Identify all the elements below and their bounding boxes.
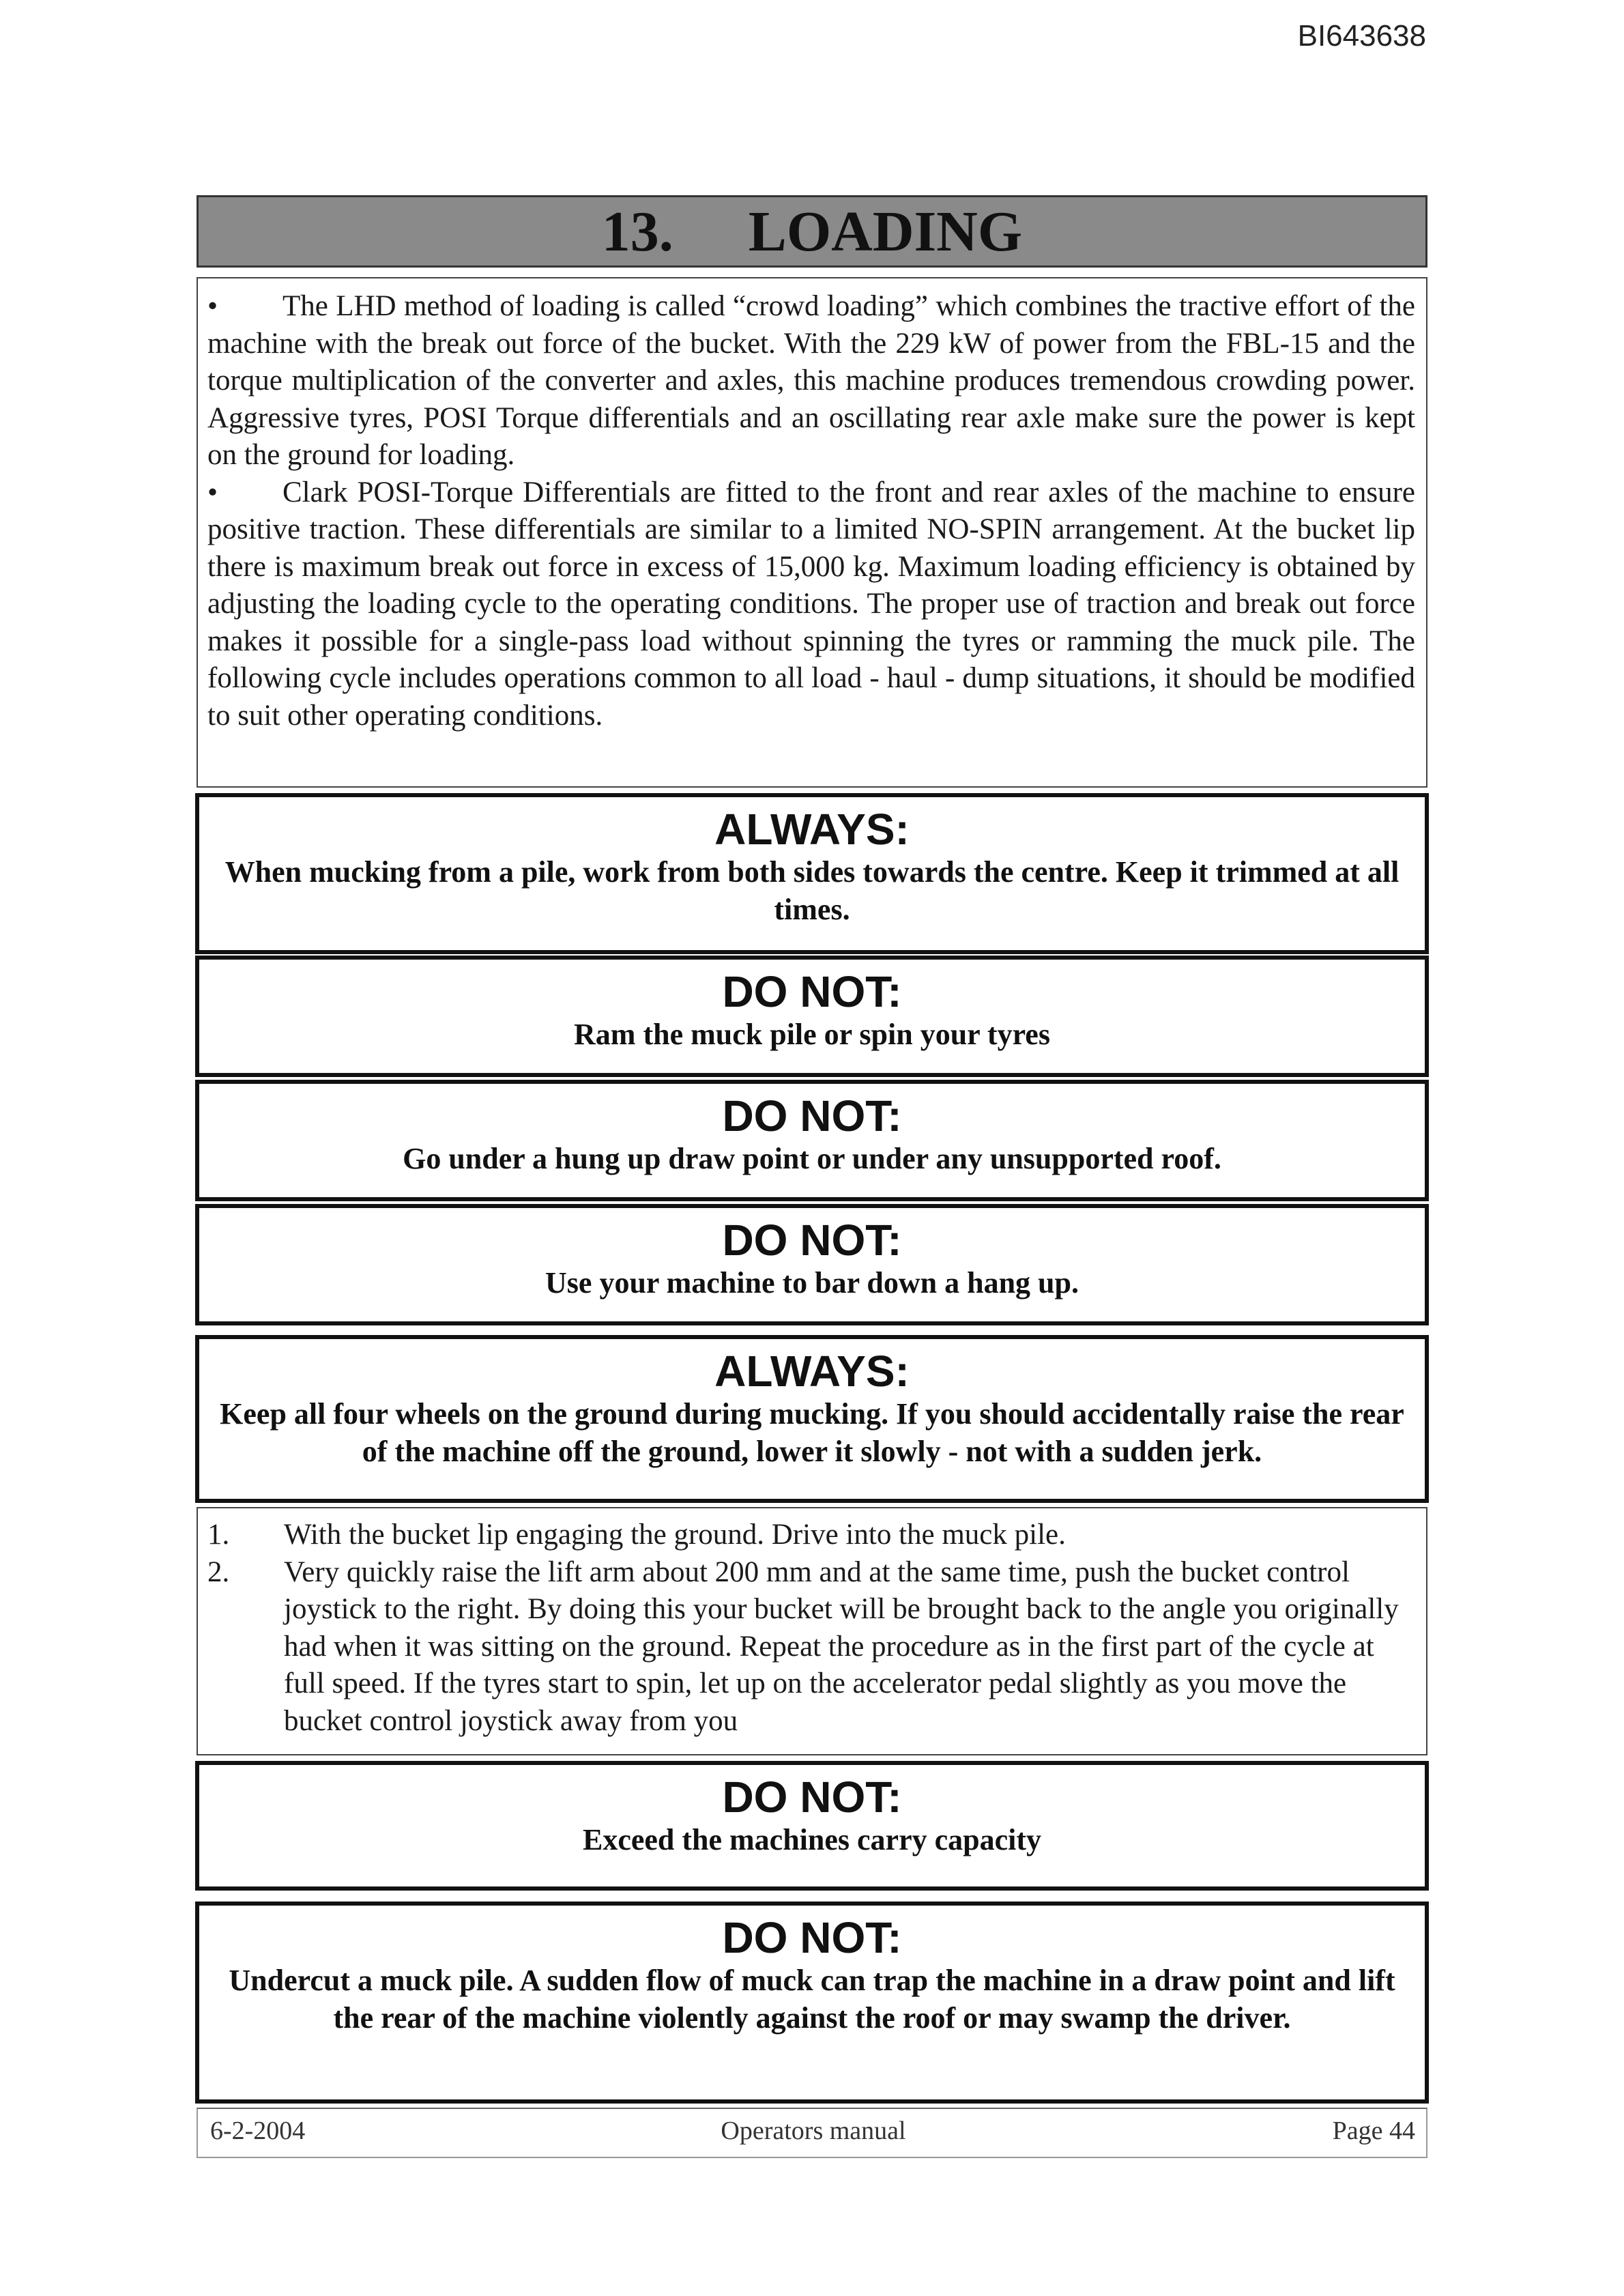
warning-heading: ALWAYS: (714, 1347, 910, 1396)
warning-text: Go under a hung up draw point or under any unsupported roof. (403, 1142, 1221, 1175)
footer-title: Operators manual (721, 2116, 906, 2145)
warning-heading: DO NOT: (722, 1091, 902, 1140)
warning-heading: DO NOT: (722, 1773, 902, 1822)
page-number: Page 44 (1332, 2116, 1415, 2145)
list-item (207, 1517, 1412, 1554)
intro-paragraph-1 (207, 288, 1415, 474)
procedure-steps-box (197, 1507, 1427, 1755)
warning-text: Use your machine to bar down a hang up. (545, 1266, 1079, 1300)
intro-paragraph-2 (207, 474, 1415, 735)
warning-box-donot-4 (195, 1761, 1429, 1891)
warning-heading: DO NOT: (722, 1216, 902, 1265)
bullet-icon: • (207, 290, 218, 322)
warning-box-donot-1 (195, 956, 1429, 1077)
warning-text: When mucking from a pile, work from both sides towards the centre. Keep it trimmed at all times. (224, 855, 1400, 926)
footer-date: 6-2-2004 (210, 2116, 306, 2145)
intro-paragraph-1-text: The LHD method of loading is called “crowd loading” which combines the tractive effort of the machine with the break out force of the bucket. With the 229 kW of power from the FBL-15 and the torque multiplication of the converter and axles, this machine produces tremendous crowding power. Aggressive tyres, POSI Torque differentials and an oscillating rear axle make sure the power is kept on the ground for loading. (207, 290, 1415, 471)
warning-box-donot-3 (195, 1204, 1429, 1325)
warning-heading: ALWAYS: (714, 805, 910, 854)
step-text: Very quickly raise the lift arm about 200 mm and at the same time, push the bucket control joystick to the right. By doing this your bucket will be brought back to the angle you originally had when it was sitting on the ground. Repeat the procedure as in the first part of the cycle at full speed. If the tyres start to spin, let up on the accelerator pedal slightly as you move the bucket control joystick away from you (284, 1555, 1399, 1737)
intro-paragraph-2-text: Clark POSI-Torque Differentials are fitted to the front and rear axles of the machine to ensure positive traction. These differentials are similar to a limited NO-SPIN arrangement. At the bucket lip there is maximum break out force in excess of 15,000 kg. Maximum loading efficiency is obtained by adjusting the loading cycle to the operating conditions. The proper use of traction and break out force makes it possible for a single-pass load without spinning the tyres or ramming the muck pile. The following cycle includes operations common to all load - haul - dump situations, it should be modified to suit other operating conditions. (207, 476, 1415, 732)
bullet-icon: • (207, 476, 218, 508)
intro-text-box (197, 277, 1427, 788)
warning-text: Ram the muck pile or spin your tyres (574, 1018, 1050, 1051)
warning-box-donot-2 (195, 1080, 1429, 1201)
section-number: 13. (601, 199, 673, 263)
document-id: BI643638 (1297, 19, 1426, 53)
section-title: LOADING (748, 199, 1023, 263)
warning-box-always-1 (195, 793, 1429, 954)
warning-heading: DO NOT: (722, 1913, 902, 1962)
warning-text: Undercut a muck pile. A sudden flow of muck can trap the machine in a draw point and lift the rear of the machine violently against the roof or may swamp the driver. (229, 1964, 1395, 2035)
list-item (207, 1554, 1412, 1740)
warning-heading: DO NOT: (722, 967, 902, 1016)
warning-box-always-2 (195, 1335, 1429, 1503)
section-title-bar (197, 195, 1427, 268)
step-text: With the bucket lip engaging the ground. Drive into the muck pile. (284, 1519, 1066, 1551)
step-number: 1. (207, 1519, 230, 1551)
step-number: 2. (207, 1555, 230, 1588)
page-footer (197, 2108, 1427, 2158)
warning-text: Exceed the machines carry capacity (582, 1823, 1042, 1856)
warning-box-donot-5 (195, 1902, 1429, 2104)
warning-text: Keep all four wheels on the ground during mucking. If you should accidentally raise the rear of the machine off the ground, lower it slowly - not with a sudden jerk. (220, 1397, 1404, 1468)
